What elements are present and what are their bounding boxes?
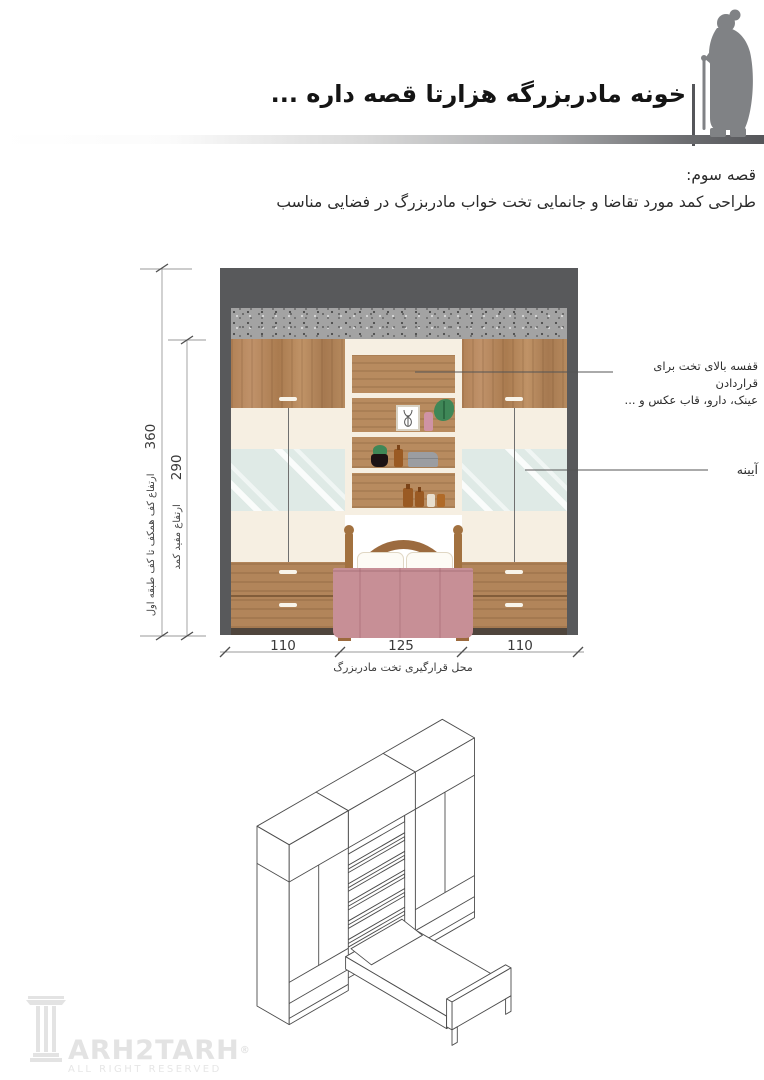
wardrobe-right-section [462,339,567,628]
shelf-board [352,393,455,398]
folded-blankets [408,452,438,467]
concrete-band [231,308,567,339]
black-pot [371,454,388,467]
logo-tagline: ALL RIGHT RESERVED [68,1064,222,1075]
door-divider [288,408,289,562]
logo-text [68,1035,251,1066]
dimension-value: 360 [143,423,159,450]
page-title: خونه مادربزرگه هزارتا قصه داره ... [270,80,686,108]
small-jar [437,494,445,507]
pink-vase [424,412,433,431]
amber-bottle [415,491,424,507]
small-jar [427,494,435,507]
dimension-label: ارتفاع کف همکف تا کف طبقه اول [145,473,157,617]
header-gradient-bar [0,135,764,144]
dimension-total-height [143,424,159,617]
shelf-board [352,432,455,437]
drawer-handle [505,603,523,607]
column-logo-icon [24,996,68,1062]
elevation-drawing [220,268,578,642]
dimension-width-left: 110 [270,638,296,654]
door-handle [279,397,297,401]
amber-bottle [403,488,413,507]
amber-bottle [394,449,403,467]
door-handle [505,397,523,401]
ceiling-beam [220,268,578,308]
dimension-useful-height [169,454,185,569]
bed-location-label: محل قرارگیری تخت مادربزرگ [333,661,473,674]
dimension-value: 290 [169,454,185,481]
drawer-stack [231,562,345,628]
drawer-divider [231,595,345,597]
dimension-label: ارتفاع مفید کمد [171,504,183,570]
drawer-handle [279,570,297,574]
right-wall-column [567,308,578,635]
drawer-stack [462,562,567,628]
dimension-width-right: 110 [507,638,533,654]
headboard-finial [453,525,463,535]
left-wall-column [220,308,231,635]
monstera-plant [434,399,454,421]
story-label: قصه سوم: [686,166,756,184]
headboard-finial [344,525,354,535]
logo-wordmark: ARH2TARH [68,1035,240,1066]
story-description: طراحی کمد مورد تقاضا و جانمایی تخت خواب مادربزرگ در فضایی مناسب [276,193,756,211]
shelf-annotation [608,358,758,409]
drawer-divider [462,595,567,597]
door-divider [514,408,515,562]
story-block [276,162,756,216]
shelf-annotation-line2: عینک، دارو، قاب عکس و ... [624,393,758,407]
registered-mark: ® [239,1045,251,1056]
shelf-annotation-line1: قفسه بالای تخت برای قراردادن [653,359,758,390]
shelf-unit [352,355,455,508]
drawer-handle [279,603,297,607]
mirror-annotation: آیینه [736,462,758,477]
shelf-board [352,468,455,473]
bed-blanket [333,568,473,638]
logo [24,996,251,1075]
grandmother-silhouette-icon [686,6,764,144]
photo-frame [396,405,420,431]
drawer-handle [505,570,523,574]
dimension-width-center: 125 [388,638,414,654]
wardrobe-left-section [231,339,345,628]
isometric-drawing [215,690,575,1080]
